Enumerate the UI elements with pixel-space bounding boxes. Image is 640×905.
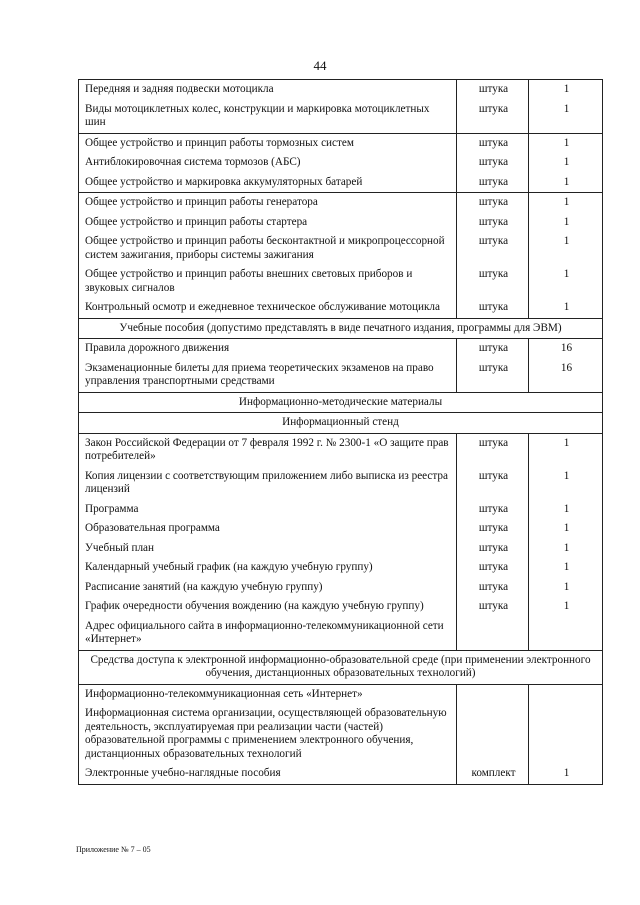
item-name-cell: Общее устройство и принцип работы генератора	[79, 193, 457, 213]
unit-cell: штука	[457, 80, 529, 100]
table-row	[79, 433, 603, 467]
quantity-cell: 1	[529, 100, 603, 134]
unit-cell: комплект	[457, 764, 529, 784]
item-name-cell: Передняя и задняя подвески мотоцикла	[79, 80, 457, 100]
item-name-cell: Информационная система организации, осуществляющей образовательную деятельность, эксплуатируемая при реализации части (частей) образовательной программы с применением электронного обучения, дистанционных образовательных технологий	[79, 704, 457, 764]
table-row	[79, 597, 603, 617]
item-name-cell: Экзаменационные билеты для приема теоретических экзаменов на право управления транспортными средствами	[79, 359, 457, 393]
unit-cell: штука	[457, 359, 529, 393]
item-name-cell: Программа	[79, 500, 457, 520]
table-row	[79, 519, 603, 539]
unit-cell: штука	[457, 500, 529, 520]
section-heading-row	[79, 392, 603, 413]
quantity-cell: 1	[529, 153, 603, 173]
table-row	[79, 764, 603, 784]
quantity-cell	[529, 684, 603, 704]
item-name-cell: Образовательная программа	[79, 519, 457, 539]
item-name-cell: Контрольный осмотр и ежедневное техническое обслуживание мотоцикла	[79, 298, 457, 318]
item-name-cell: Расписание занятий (на каждую учебную группу)	[79, 578, 457, 598]
quantity-cell: 1	[529, 500, 603, 520]
table-row	[79, 467, 603, 500]
quantity-cell: 1	[529, 519, 603, 539]
table-row	[79, 704, 603, 764]
quantity-cell: 1	[529, 193, 603, 213]
quantity-cell: 16	[529, 339, 603, 359]
quantity-cell: 1	[529, 173, 603, 193]
item-name-cell: Общее устройство и принцип работы бесконтактной и микропроцессорной систем зажигания, приборы системы зажигания	[79, 232, 457, 265]
unit-cell: штука	[457, 193, 529, 213]
table-row	[79, 80, 603, 100]
unit-cell: штука	[457, 153, 529, 173]
section-heading-row	[79, 318, 603, 339]
quantity-cell	[529, 704, 603, 764]
unit-cell: штука	[457, 597, 529, 617]
quantity-cell	[529, 617, 603, 651]
section-heading: Информационно-методические материалы	[79, 392, 603, 413]
unit-cell: штука	[457, 173, 529, 193]
quantity-cell: 1	[529, 467, 603, 500]
table-body	[79, 80, 603, 785]
unit-cell	[457, 684, 529, 704]
table-row	[79, 578, 603, 598]
unit-cell	[457, 617, 529, 651]
quantity-cell: 1	[529, 133, 603, 153]
unit-cell: штука	[457, 578, 529, 598]
table-row	[79, 298, 603, 318]
item-name-cell: Закон Российской Федерации от 7 февраля 1992 г. № 2300-1 «О защите прав потребителей»	[79, 433, 457, 467]
item-name-cell: Правила дорожного движения	[79, 339, 457, 359]
section-heading: Средства доступа к электронной информационно-образовательной среде (при применении электронного обучения, дистанционных образовательных технологий)	[79, 650, 603, 684]
section-heading: Информационный стенд	[79, 413, 603, 434]
item-name-cell: Электронные учебно-наглядные пособия	[79, 764, 457, 784]
table-row	[79, 558, 603, 578]
quantity-cell: 16	[529, 359, 603, 393]
table-row	[79, 193, 603, 213]
item-name-cell: Антиблокировочная система тормозов (АБС)	[79, 153, 457, 173]
unit-cell: штука	[457, 298, 529, 318]
page-number: 44	[313, 58, 327, 73]
table-row	[79, 100, 603, 134]
unit-cell: штука	[457, 133, 529, 153]
unit-cell: штука	[457, 467, 529, 500]
quantity-cell: 1	[529, 433, 603, 467]
quantity-cell: 1	[529, 80, 603, 100]
unit-cell: штука	[457, 433, 529, 467]
table-row	[79, 500, 603, 520]
item-name-cell: Общее устройство и маркировка аккумуляторных батарей	[79, 173, 457, 193]
quantity-cell: 1	[529, 213, 603, 233]
unit-cell: штука	[457, 265, 529, 298]
table-row	[79, 359, 603, 393]
unit-cell: штука	[457, 519, 529, 539]
table-row	[79, 265, 603, 298]
quantity-cell: 1	[529, 265, 603, 298]
quantity-cell: 1	[529, 764, 603, 784]
item-name-cell: Общее устройство и принцип работы внешних световых приборов и звуковых сигналов	[79, 265, 457, 298]
item-name-cell: Виды мотоциклетных колес, конструкции и маркировка мотоциклетных шин	[79, 100, 457, 134]
quantity-cell: 1	[529, 597, 603, 617]
item-name-cell: Учебный план	[79, 539, 457, 559]
quantity-cell: 1	[529, 539, 603, 559]
item-name-cell: Календарный учебный график (на каждую учебную группу)	[79, 558, 457, 578]
item-name-cell: Адрес официального сайта в информационно-телекоммуникационной сети «Интернет»	[79, 617, 457, 651]
equipment-table	[78, 79, 603, 785]
table-row	[79, 617, 603, 651]
item-name-cell: Копия лицензии с соответствующим приложением либо выписка из реестра лицензий	[79, 467, 457, 500]
unit-cell: штука	[457, 539, 529, 559]
table-row	[79, 133, 603, 153]
quantity-cell: 1	[529, 558, 603, 578]
table-row	[79, 213, 603, 233]
quantity-cell: 1	[529, 298, 603, 318]
table-row	[79, 153, 603, 173]
unit-cell: штука	[457, 100, 529, 134]
page-footer: Приложение № 7 – 05	[76, 845, 151, 854]
item-name-cell: Общее устройство и принцип работы стартера	[79, 213, 457, 233]
item-name-cell: Информационно-телекоммуникационная сеть «Интернет»	[79, 684, 457, 704]
quantity-cell: 1	[529, 578, 603, 598]
table-row	[79, 684, 603, 704]
quantity-cell: 1	[529, 232, 603, 265]
section-heading-row	[79, 413, 603, 434]
item-name-cell: График очередности обучения вождению (на каждую учебную группу)	[79, 597, 457, 617]
section-heading-row	[79, 650, 603, 684]
unit-cell	[457, 704, 529, 764]
table-row	[79, 339, 603, 359]
unit-cell: штука	[457, 232, 529, 265]
table-row	[79, 232, 603, 265]
table-row	[79, 539, 603, 559]
table-row	[79, 173, 603, 193]
item-name-cell: Общее устройство и принцип работы тормозных систем	[79, 133, 457, 153]
unit-cell: штука	[457, 339, 529, 359]
unit-cell: штука	[457, 213, 529, 233]
unit-cell: штука	[457, 558, 529, 578]
section-heading: Учебные пособия (допустимо представлять в виде печатного издания, программы для ЭВМ)	[79, 318, 603, 339]
